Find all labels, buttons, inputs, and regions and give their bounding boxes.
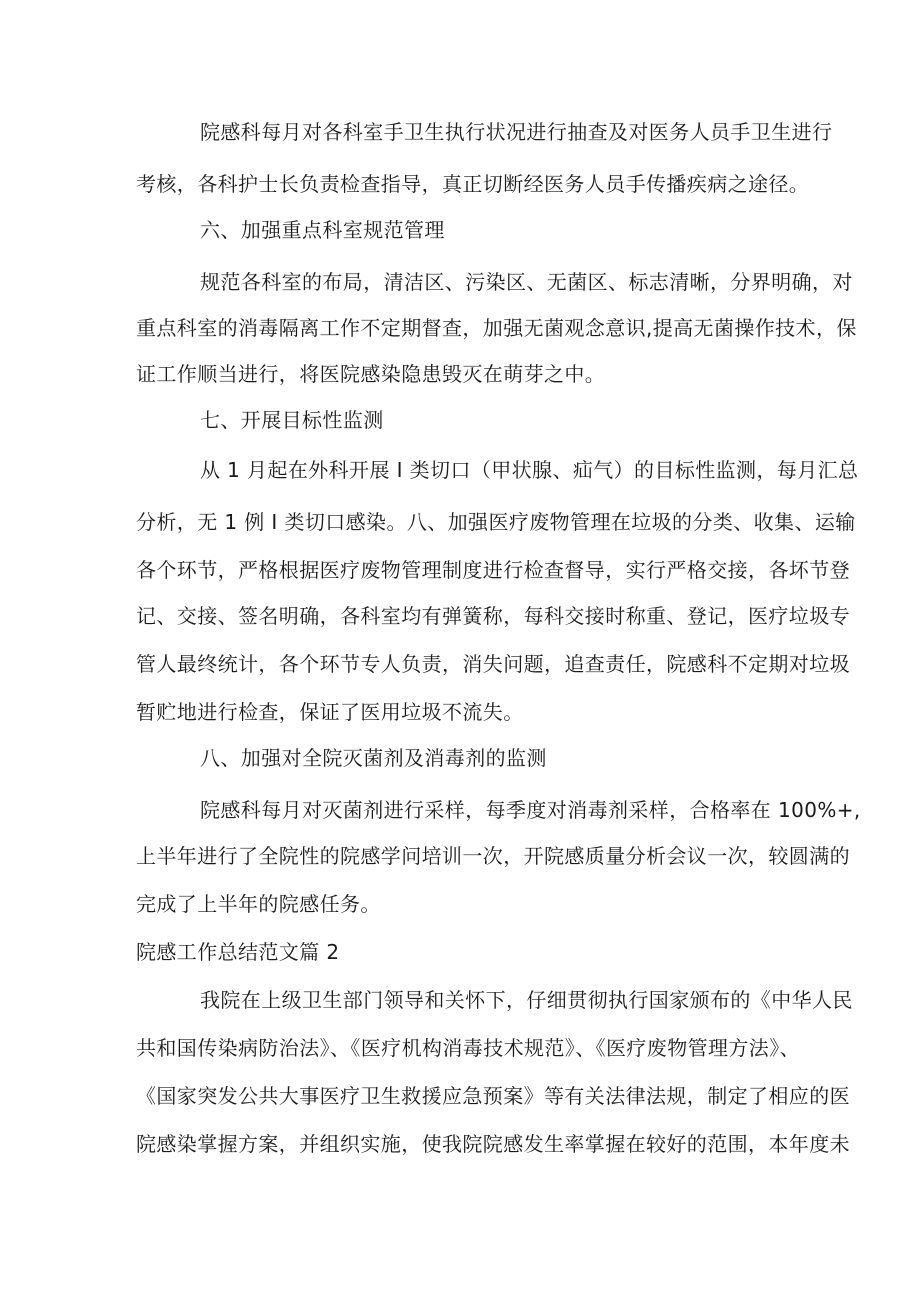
section-heading: 六、加强重点科室规范管理 bbox=[200, 218, 445, 242]
paragraph-line: 规范各科室的布局，清洁区、污染区、无菌区、标志清晰，分界明确，对 bbox=[200, 270, 853, 294]
paragraph-line: 共和国传染病防治法》、《医疗机构消毒技术规范》、《医疗废物管理方法》、 bbox=[136, 1036, 800, 1060]
paragraph-line: 院感科每月对各科室手卫生执行状况进行抽查及对医务人员手卫生进行 bbox=[200, 120, 833, 144]
paragraph-line: 院感染掌握方案，并组织实施，使我院院感发生率掌握在较好的范围，本年度未 bbox=[136, 1132, 850, 1156]
paragraph-line: 从 1 月起在外科开展 I 类切口（甲状腺、疝气）的目标性监测，每月汇总 bbox=[200, 458, 859, 482]
paragraph-line: 管人最终统计，各个环节专人负责，消失问题，追查责任，院感科不定期对垃圾 bbox=[136, 652, 850, 676]
paragraph-line: 证工作顺当进行，将医院感染隐患毁灭在萌芽之中。 bbox=[136, 362, 606, 386]
paragraph-line: 院感科每月对灭菌剂进行采样，每季度对消毒剂采样，合格率在 100%+, bbox=[200, 798, 861, 822]
paragraph-line: 《国家突发公共大事医疗卫生救援应急预案》等有关法律法规，制定了相应的医 bbox=[136, 1084, 850, 1108]
paragraph-line: 分析，无 1 例 I 类切口感染。八、加强医疗废物管理在垃圾的分类、收集、运输 bbox=[136, 510, 856, 534]
paragraph-line: 暂贮地进行检查，保证了医用垃圾不流失。 bbox=[136, 700, 524, 724]
paragraph-line: 考核，各科护士长负责检查指导，真正切断经医务人员手传播疾病之途径。 bbox=[136, 172, 810, 196]
section-heading: 七、开展目标性监测 bbox=[200, 408, 384, 432]
paragraph-line: 上半年进行了全院性的院感学问培训一次，开院感质量分析会议一次，较圆满的 bbox=[136, 844, 850, 868]
paragraph-line: 记、交接、签名明确，各科室均有弹簧称，每科交接时称重、登记，医疗垃圾专 bbox=[136, 604, 850, 628]
paragraph-line: 完成了上半年的院感任务。 bbox=[136, 892, 381, 916]
section-heading: 八、加强对全院灭菌剂及消毒剂的监测 bbox=[200, 746, 547, 770]
paragraph-line: 各个环节，严格根据医疗废物管理制度进行检查督导，实行严格交接，各坏节登 bbox=[136, 558, 850, 582]
paragraph-line: 我院在上级卫生部门领导和关怀下，仔细贯彻执行国家颁布的《中华人民 bbox=[200, 988, 853, 1012]
article-title: 院感工作总结范文篇 2 bbox=[136, 940, 340, 964]
paragraph-line: 重点科室的消毒隔离工作不定期督查，加强无菌观念意识,提高无菌操作技术，保 bbox=[136, 316, 857, 340]
